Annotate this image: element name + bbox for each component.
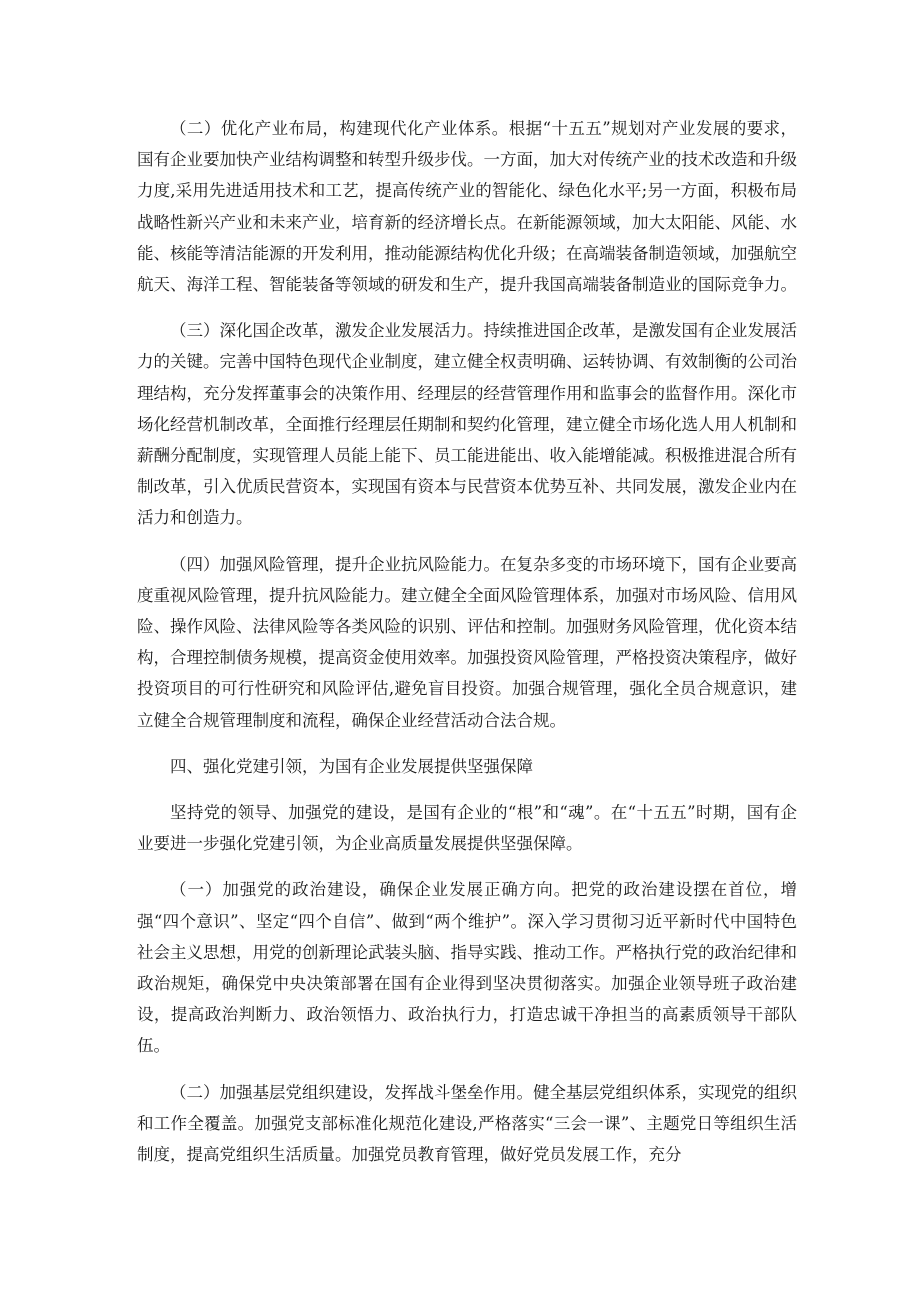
document-page [137,113,797,1185]
paragraph-optimize-industry: （二）优化产业布局，构建现代化产业体系。根据“十五五”规划对产业发展的要求，国有企业要加快产业结构调整和转型升级步伐。一方面，加大对传统产业的技术改造和升级力度,采用先进适用技术和工艺，提高传统产业的智能化、绿色化水平;另一方面，积极布局战略性新兴产业和未来产业，培育新的经济增长点。在新能源领域，加大太阳能、风能、水能、核能等清洁能源的开发利用，推动能源结构优化升级；在高端装备制造领域，加强航空航天、海洋工程、智能装备等领域的研发和生产，提升我国高端装备制造业的国际竞争力。 [137,119,797,295]
paragraph-political-building: （一）加强党的政治建设，确保企业发展正确方向。把党的政治建设摆在首位，增强“四个意识”、坚定“四个自信”、做到“两个维护”。深入学习贯彻习近平新时代中国特色社会主义思想，用党的创新理论武装头脑、指导实践、推动工作。严格执行党的政治纪律和政治规矩，确保党中央决策部署在国有企业得到坚决贯彻落实。加强企业领导班子政治建设，提高政治判断力、政治领悟力、政治执行力，打造忠诚干净担当的高素质领导干部队伍。 [137,880,797,1056]
paragraph-risk-management: （四）加强风险管理，提升企业抗风险能力。在复杂多变的市场环境下，国有企业要高度重视风险管理，提升抗风险能力。建立健全全面风险管理体系，加强对市场风险、信用风险、操作风险、法律风险等各类风险的识别、评估和控制。加强财务风险管理，优化资本结构，合理控制债务规模，提高资金使用效率。加强投资风险管理，严格投资决策程序，做好投资项目的可行性研究和风险评估,避免盲目投资。加强合规管理，强化全员合规意识，建立健全合规管理制度和流程，确保企业经营活动合法合规。 [137,554,797,730]
section-heading-party-building: 四、强化党建引领，为国有企业发展提供坚强保障 [170,756,533,776]
paragraph-grassroots-organization: （二）加强基层党组织建设，发挥战斗堡垒作用。健全基层党组织体系，实现党的组织和工作全覆盖。加强党支部标准化规范化建设,严格落实“三会一课”、主题党日等组织生活制度，提高党组织生活质量。加强党员教育管理，做好党员发展工作，充分 [137,1082,797,1165]
paragraph-deepen-reform: （三）深化国企改革，激发企业发展活力。持续推进国企改革，是激发国有企业发展活力的关键。完善中国特色现代企业制度，建立健全权责明确、运转协调、有效制衡的公司治理结构，充分发挥董事会的决策作用、经理层的经营管理作用和监事会的监督作用。深化市场化经营机制改革，全面推行经理层任期制和契约化管理，建立健全市场化选人用人机制和薪酬分配制度，实现管理人员能上能下、员工能进能出、收入能增能减。积极推进混合所有制改革，引入优质民营资本，实现国有资本与民营资本优势互补、共同发展，激发企业内在活力和创造力。 [137,321,797,528]
paragraph-party-leadership: 坚持党的领导、加强党的建设，是国有企业的“根”和“魂”。在“十五五”时期，国有企业要进一步强化党建引领，为企业高质量发展提供坚强保障。 [137,803,797,854]
